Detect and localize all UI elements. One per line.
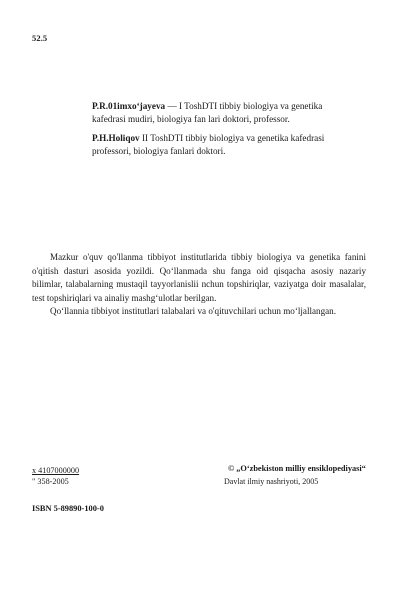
copyright-publisher: © „O‘zbekiston milliy ensiklopediyasi“ [228,464,366,473]
annotation-paragraph-2: Qo‘llannia tibbiyot institutlari talabalari va o'qituvchilari uchun mo‘ljallangan. [50,306,336,317]
classification-code: x 4107000000 [32,466,80,475]
isbn: ISBN 5-89890-100-0 [32,504,104,513]
copyright-subtitle: Davlat ilmiy nashriyoti, 2005 [224,477,319,486]
reviewer-2-name: P.H.Holiqov [92,133,140,143]
reviewer-2-text: II ToshDTI tibbiy biologiya va genetika kafedrasi professori, biologiya fanlari doktori. [92,133,325,156]
reviewers-block [92,100,354,164]
annotation-block [32,251,366,319]
annotation-paragraph-1: Mazkur o'quv qo'llanma tibbiyot institutlarida tibbiy biologiya va genetika fanini o'qitish dasturi asosida yozildi. Qo‘llanmada shu fanga oid qisqacha asosiy nazariy bilimlar, talabalarning mustaqil tayyorlanislii nchun topshiriqlar, vaziyatga doir masalalar, test topshiriqlari va ainaliy mashg‘ulotlar berilgan. [32,252,366,303]
reviewer-1-name: P.R.01imxo‘jayeva [92,101,166,111]
reviewer-1 [92,100,354,126]
udc-code: 52.5 [32,33,48,43]
copyright-block [224,462,366,488]
classification-block [32,466,79,487]
reviewer-2 [92,132,354,158]
reviewer-1-text: — I ToshDTI tibbiy biologiya va genetika kafedrasi mudiri, biologiya fan lari doktori, professor. [92,101,323,124]
classification-number: " 358-2005 [32,476,69,486]
